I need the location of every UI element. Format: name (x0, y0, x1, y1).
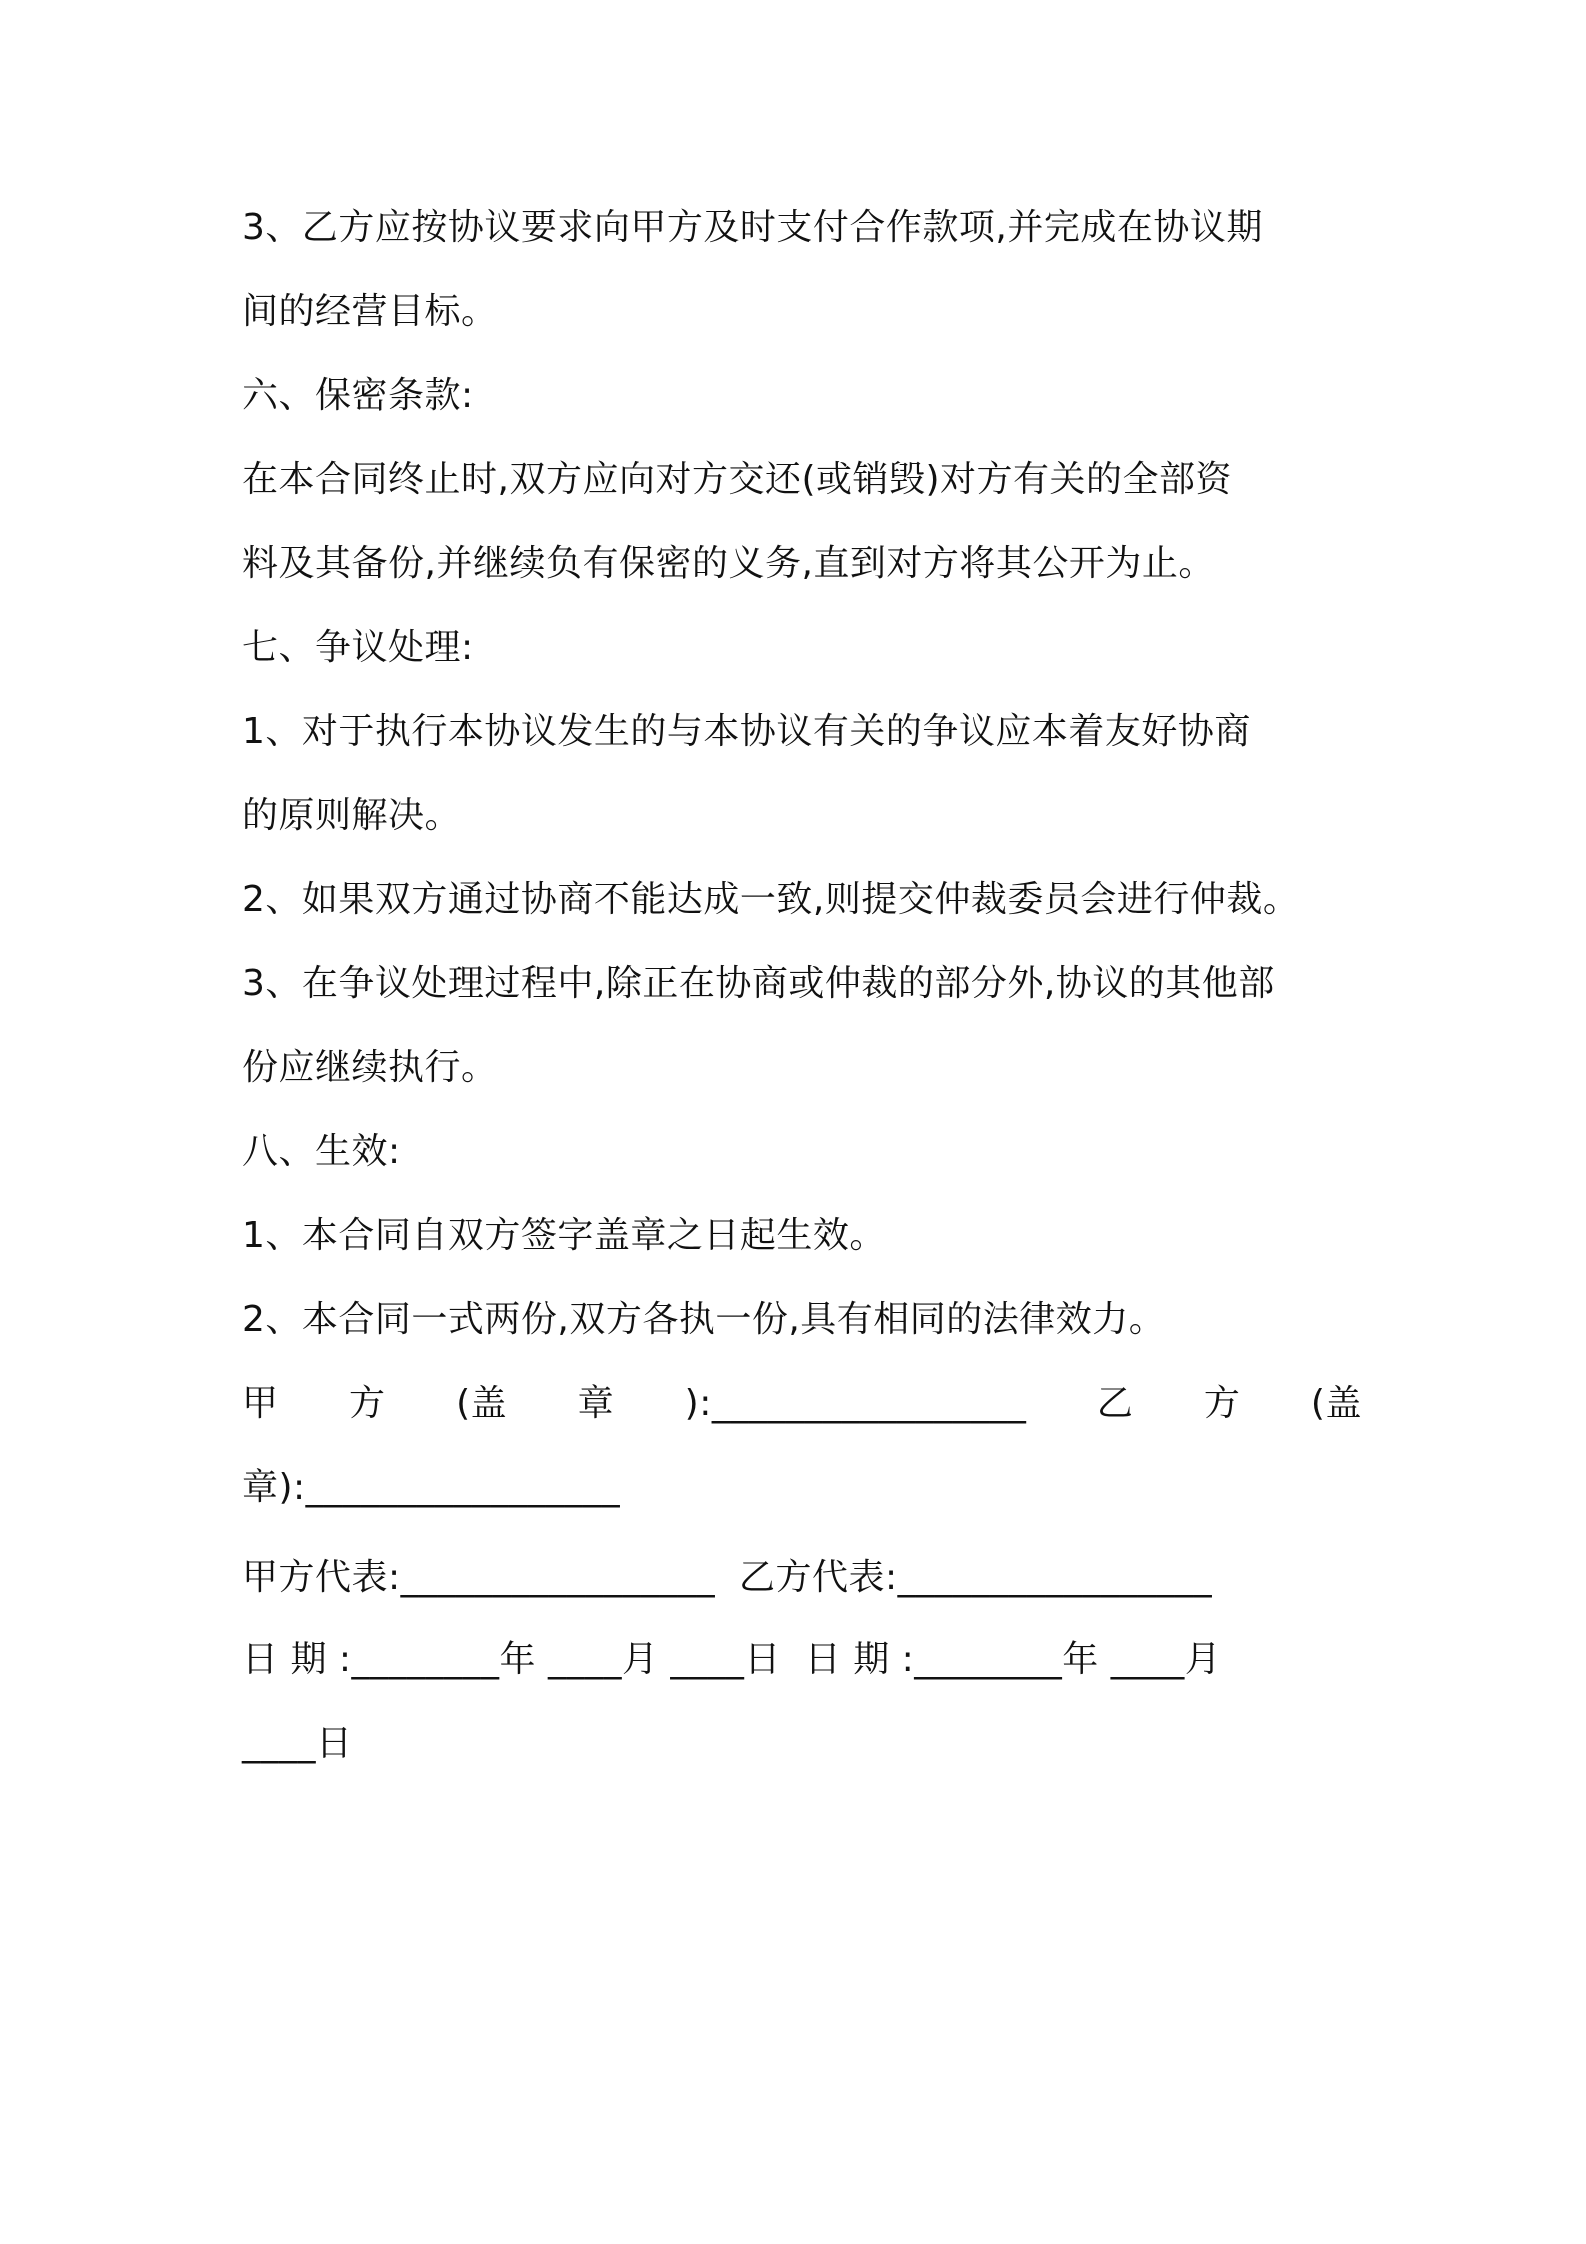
representative-line: 甲方代表:_________________ 乙方代表:_________________ (242, 1557, 1213, 1598)
paragraph-line: 1、本合同自双方签字盖章之日起生效。 (242, 1215, 886, 1256)
seal-part: 章 (577, 1383, 615, 1424)
section-heading: 八、生效: (242, 1131, 401, 1172)
paragraph-line: 份应继续执行。 (242, 1047, 498, 1088)
paragraph-line: 间的经营目标。 (242, 291, 498, 332)
paragraph-line: 1、对于执行本协议发生的与本协议有关的争议应本着友好协商 (242, 711, 1251, 752)
seal-part: 甲 (242, 1383, 279, 1424)
seal-part: ):_________________ (684, 1383, 1027, 1424)
paragraph-line: 料及其备份,并继续负有保密的义务,直到对方将其公开为止。 (242, 543, 1215, 584)
seal-part: 乙 (1096, 1383, 1134, 1424)
date-line: 日 期 :________年 ____月 ____日 日 期 :________年 ____月 (242, 1639, 1222, 1680)
seal-part: (盖 (456, 1383, 508, 1424)
paragraph-line: 3、在争议处理过程中,除正在协商或仲裁的部分外,协议的其他部 (242, 963, 1275, 1004)
paragraph-line: 3、乙方应按协议要求向甲方及时支付合作款项,并完成在协议期 (242, 207, 1263, 248)
paragraph-line: 2、本合同一式两份,双方各执一份,具有相同的法律效力。 (242, 1299, 1166, 1340)
date-line-continued: ____日 (242, 1723, 353, 1764)
paragraph-line: 的原则解决。 (242, 795, 462, 836)
seal-signature-line-continued: 章):_________________ (242, 1467, 621, 1508)
seal-signature-line (242, 1380, 1362, 1428)
paragraph-line: 2、如果双方通过协商不能达成一致,则提交仲裁委员会进行仲裁。 (242, 879, 1300, 920)
paragraph-line: 在本合同终止时,双方应向对方交还(或销毁)对方有关的全部资 (242, 459, 1233, 500)
seal-part: 方 (349, 1383, 386, 1424)
section-heading: 六、保密条款: (242, 375, 474, 416)
seal-part: (盖 (1310, 1383, 1362, 1424)
section-heading: 七、争议处理: (242, 627, 474, 668)
seal-part: 方 (1203, 1383, 1241, 1424)
